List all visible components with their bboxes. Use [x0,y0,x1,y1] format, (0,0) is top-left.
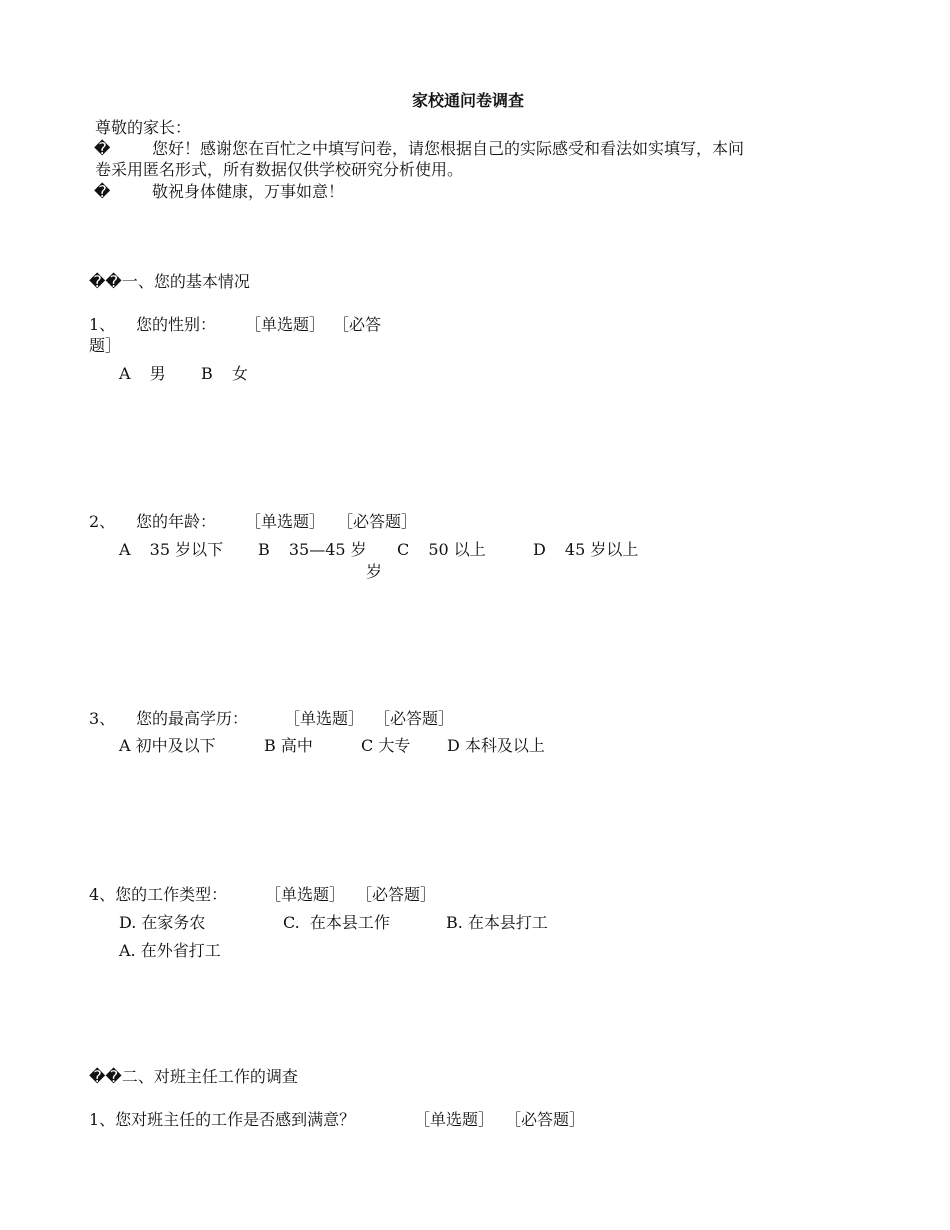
option-b[interactable] [258,539,367,561]
bullet-marker: � [94,139,111,158]
section-heading [89,271,250,293]
option-letter: D [533,540,546,559]
question-text: 您的性别： [136,315,217,334]
option-a[interactable]: A. 在外省打工 [119,941,221,960]
option-letter: B [258,540,270,559]
option-d[interactable]: D 本科及以上 [447,736,545,755]
option-b[interactable] [201,363,248,385]
question-text: 您的最高学历： [136,709,249,728]
question-text: 您的年龄： [136,512,217,531]
document-title: 家校通问卷调查 [412,91,525,110]
section-title: 一、您的基本情况 [121,272,250,291]
option-label: 35 岁以下 [149,540,224,559]
question-heading: 1、您对班主任的工作是否感到满意？ [89,1110,356,1129]
option-letter: C [397,540,410,559]
section-marker: �� [89,272,122,291]
section-marker: �� [89,1067,122,1086]
question-heading: 4、您的工作类型： [89,885,228,904]
option-b[interactable]: B. 在本县打工 [446,913,548,932]
bullet-marker: � [94,182,111,201]
required-tag-continued: 题］ [89,336,122,355]
option-letter: A [119,540,131,559]
option-d[interactable] [533,539,638,561]
option-c[interactable]: C. 在本县工作 [283,913,390,932]
option-c[interactable] [397,539,486,561]
required-tag: ［必答题］ [356,885,437,904]
wishes-line: 敬祝身体健康，万事如意！ [152,182,345,201]
section-title: 二、对班主任工作的调查 [121,1067,298,1086]
required-tag: ［必答题］ [337,512,418,531]
greeting: 尊敬的家长： [95,118,192,137]
single-choice-tag: ［单选题］ [414,1110,495,1129]
intro-line-2: 卷采用匿名形式，所有数据仅供学校研究分析使用。 [95,160,464,179]
option-a[interactable] [119,363,166,385]
option-label: 45 岁以上 [564,540,639,559]
section-heading [89,1066,298,1088]
single-choice-tag: ［单选题］ [265,885,346,904]
question-number: 3、 [89,709,116,728]
option-letter: A [119,364,131,383]
question-number: 1、 [89,315,116,334]
required-tag: ［必答 [333,315,382,334]
required-tag: ［必答题］ [374,709,455,728]
option-d[interactable]: D. 在家务农 [119,913,206,932]
option-label: 女 [231,364,248,383]
option-b[interactable]: B 高中 [264,736,313,755]
option-a[interactable]: A 初中及以下 [119,736,216,755]
intro-line-1: 您好！感谢您在百忙之中填写问卷，请您根据自己的实际感受和看法如实填写，本问 [152,139,745,158]
option-label: 35—45 岁 [288,540,367,559]
question-number: 2、 [89,512,116,531]
option-a[interactable] [119,539,223,561]
option-letter: B [201,364,213,383]
option-c[interactable]: C 大专 [361,736,411,755]
option-label: 50 以上 [428,540,486,559]
required-tag: ［必答题］ [505,1110,586,1129]
single-choice-tag: ［单选题］ [284,709,365,728]
option-label: 男 [149,364,166,383]
single-choice-tag: ［单选题］ [245,512,326,531]
single-choice-tag: ［单选题］ [245,315,326,334]
wrapped-fragment: 岁 [366,562,383,581]
